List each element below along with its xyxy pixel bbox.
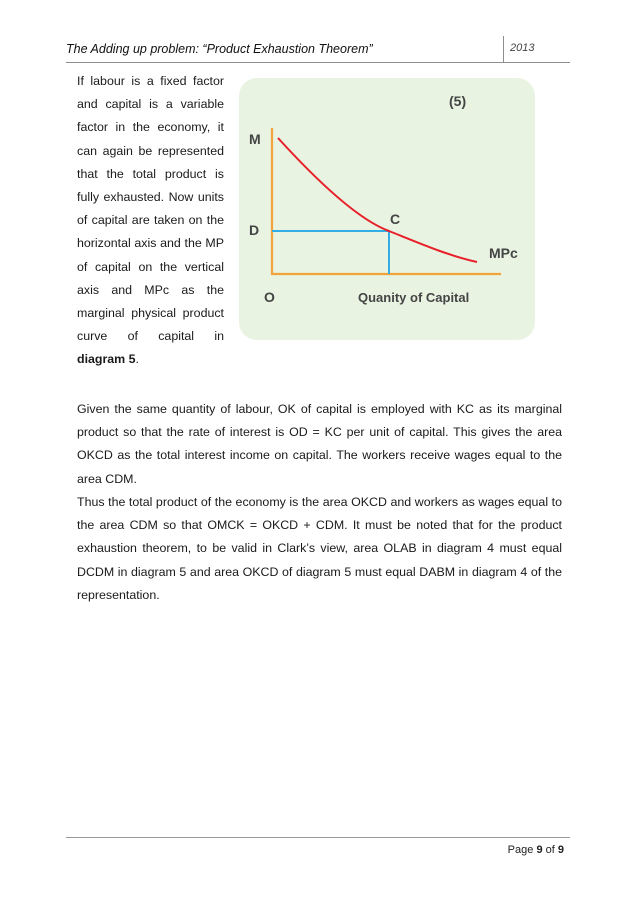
label-5: (5) [449,93,467,109]
diagram-5-figure [239,78,535,340]
paragraph-1: Given the same quantity of labour, OK of capital is employed with KC as its marginal product so that the rate of interest is OD = KC per unit of capital. This gives the area OKCD as the total interest income on capital. The workers receive wages equal to the area CDM. [77,402,562,486]
mpc-curve [278,138,477,262]
label-c: C [390,211,401,227]
page-total: 9 [557,844,564,856]
side-paragraph-end: . [135,352,139,367]
page-number [508,844,564,856]
header-divider [503,36,504,62]
of-word: of [545,844,555,856]
header-title: The Adding up problem: “Product Exhaustion Theorem” [66,42,373,56]
side-paragraph-body: If labour is a fixed factor and capital is a variable factor in the economy, it can again be represented that the total product is fully exhausted. Now units of capital are taken on the horizontal axis and the MP of capital on the vertical axis and MPc as the marginal physical product curve of capital in [77,74,224,344]
header-year: 2013 [510,42,535,54]
x-axis-title: Quanity of Capital [358,290,470,305]
diagram-reference: diagram 5 [77,352,136,367]
page-word: Page [507,844,534,856]
diagram-5-svg [239,78,535,340]
label-d: D [249,222,260,238]
page-footer [66,837,570,856]
label-mpc: MPc [489,245,518,261]
page-current: 9 [536,844,543,856]
label-m: M [249,131,261,147]
paragraph-2: Thus the total product of the economy is the area OKCD and workers as wages equal to the area CDM so that OMCK = OKCD + CDM. It must be noted that for the product exhaustion theorem, to be valid in Clark’s view, area OLAB in diagram 4 must equal DCDM in diagram 5 and area OKCD of diagram 5 must equal DABM in diagram 4 of the representation. [77,495,562,602]
side-paragraph [77,70,224,372]
page-header [66,36,570,63]
label-o: O [264,289,275,305]
